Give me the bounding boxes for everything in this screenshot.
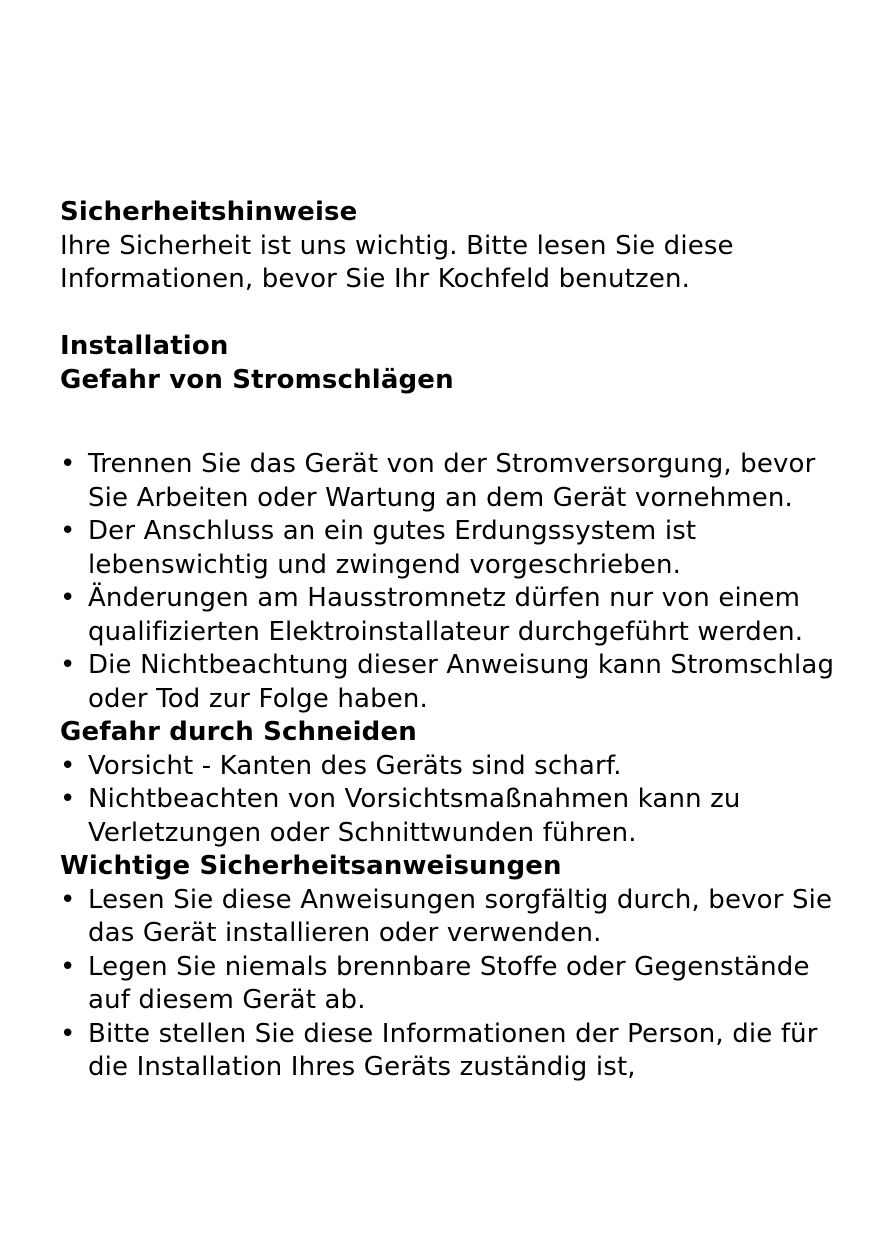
bullet-point: • — [60, 951, 76, 982]
list-item — [60, 448, 850, 515]
bullet-point: • — [60, 449, 76, 479]
list-item — [60, 582, 850, 649]
electric-shock-heading: Gefahr von Stromschlägen — [60, 364, 454, 395]
document-page — [60, 196, 850, 1085]
list-item-text: Trennen Sie das Gerät von der Stromversorgung, bevor Sie Arbeiten oder Wartung an dem Gerät vornehmen. — [88, 449, 816, 513]
list-item-text: Vorsicht - Kanten des Geräts sind scharf. — [88, 750, 622, 781]
bullet-point: • — [60, 650, 76, 680]
list-item — [60, 783, 850, 850]
list-item-text: Lesen Sie diese Anweisungen sorgfältig durch, bevor Sie das Gerät installieren oder verwenden. — [88, 884, 833, 948]
list-item-text: Änderungen am Hausstromnetz dürfen nur von einem qualifizierten Elektroinstallateur durchgeführt werden. — [88, 583, 804, 647]
list-item — [60, 515, 850, 582]
safety-intro-text: Ihre Sicherheit ist uns wichtig. Bitte lesen Sie diese Informationen, bevor Sie Ihr Kochfeld benutzen. — [60, 230, 734, 294]
installation-heading: Installation — [60, 331, 229, 361]
list-item — [60, 649, 850, 716]
list-item-text: Der Anschluss an ein gutes Erdungssystem ist lebenswichtig und zwingend vorgeschrieben. — [88, 516, 697, 580]
important-safety-list — [60, 884, 850, 1085]
list-item — [60, 750, 850, 784]
bullet-point: • — [60, 784, 76, 814]
list-item-text: Bitte stellen Sie diese Informationen der Person, die für die Installation Ihres Geräts zuständig ist, — [88, 1018, 818, 1082]
cutting-hazard-heading: Gefahr durch Schneiden — [60, 717, 417, 747]
list-item-text: Die Nichtbeachtung dieser Anweisung kann Stromschlag oder Tod zur Folge haben. — [88, 650, 835, 714]
list-item-text: Nichtbeachten von Vorsichtsmaßnahmen kann zu Verletzungen oder Schnittwunden führen. — [88, 784, 741, 848]
cutting-hazard-list — [60, 750, 850, 851]
bullet-point: • — [60, 516, 76, 546]
bullet-point: • — [60, 884, 76, 915]
bullet-point: • — [60, 583, 76, 613]
list-item — [60, 884, 850, 951]
important-safety-heading: Wichtige Sicherheitsanweisungen — [60, 851, 562, 881]
safety-title: Sicherheitshinweise — [60, 197, 358, 227]
spacer — [60, 297, 850, 331]
bullet-point: • — [60, 750, 76, 781]
list-item-text: Legen Sie niemals brennbare Stoffe oder Gegenstände auf diesem Gerät ab. — [88, 951, 810, 1015]
list-item — [60, 951, 850, 1018]
bullet-point: • — [60, 1018, 76, 1049]
list-item — [60, 1018, 850, 1085]
spacer — [60, 397, 850, 448]
electric-shock-list — [60, 448, 850, 716]
